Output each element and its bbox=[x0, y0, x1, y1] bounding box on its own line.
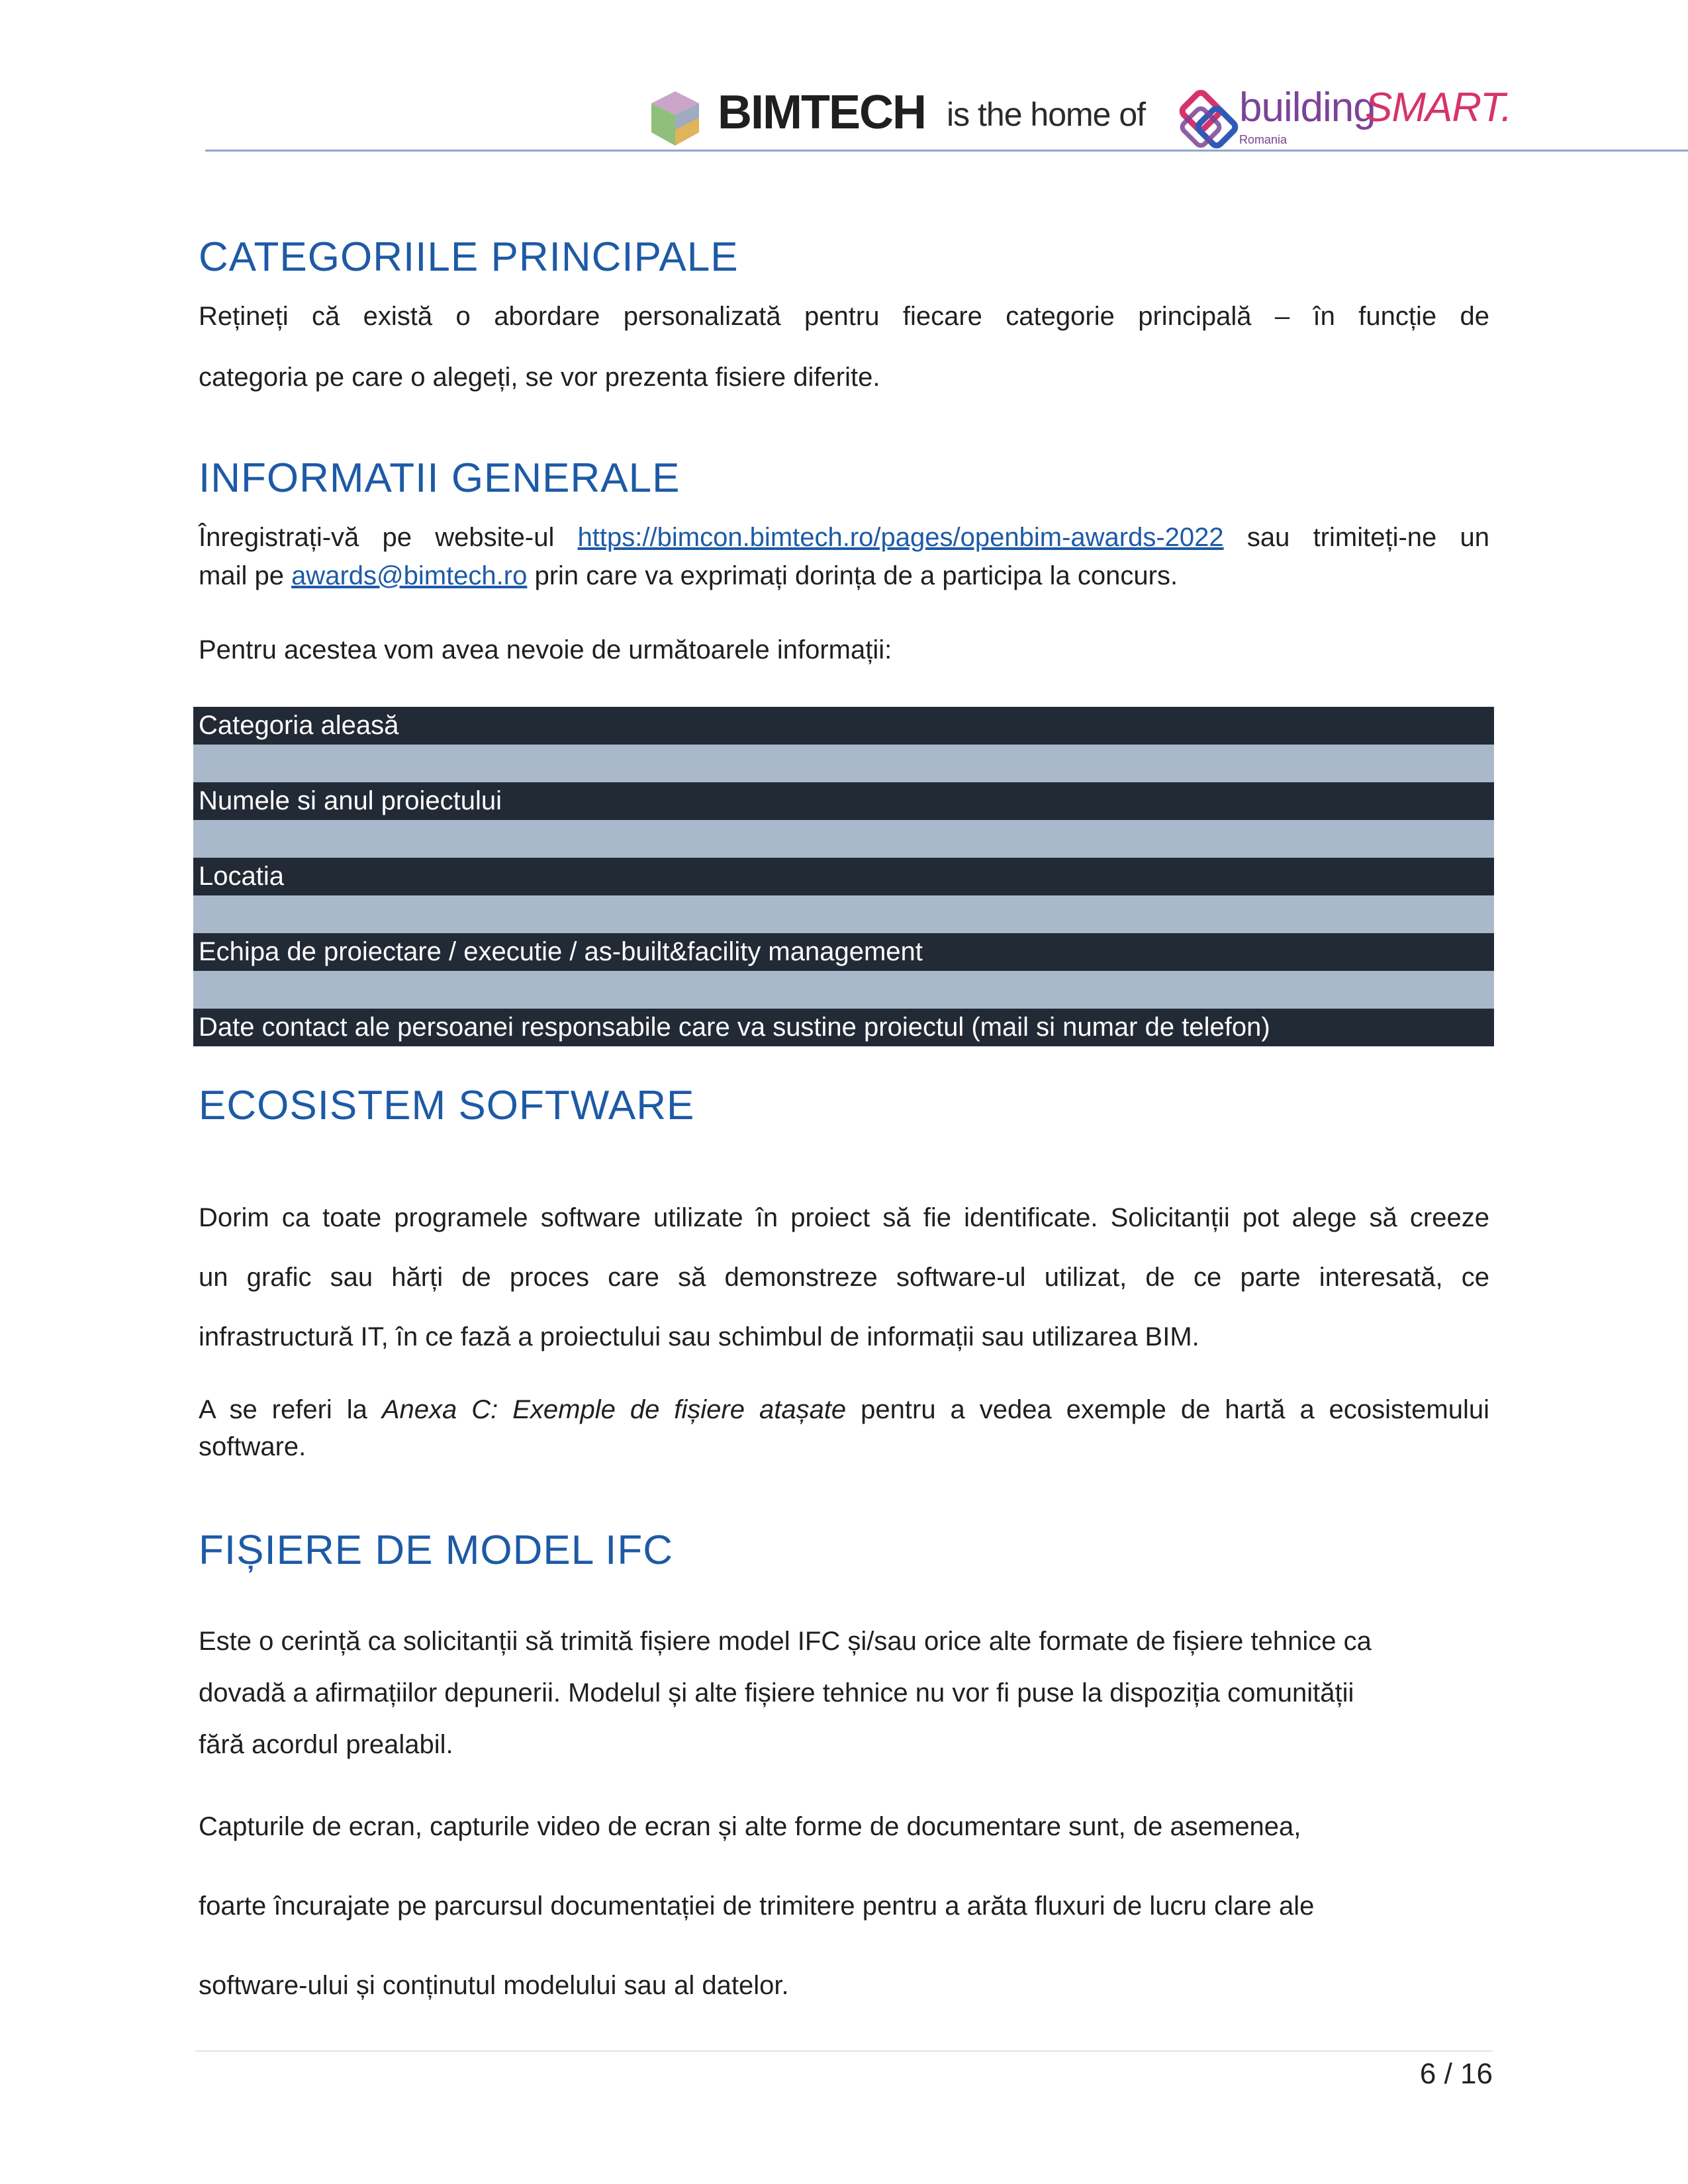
header-divider bbox=[205, 150, 1688, 152]
footer-divider bbox=[195, 2050, 1493, 2052]
heading-ifc: FIȘIERE DE MODEL IFC bbox=[199, 1527, 674, 1573]
buildingsmart-building-text: building bbox=[1239, 85, 1376, 130]
informatii-line-2-pre: mail pe bbox=[199, 561, 292, 590]
heading-ecosistem: ECOSISTEM SOFTWARE bbox=[199, 1083, 695, 1128]
heading-informatii: INFORMATII GENERALE bbox=[199, 455, 680, 501]
categorii-line-1: Rețineți că există o abordare personalizată pentru fiecare categorie principală – în funcție de bbox=[199, 302, 1489, 331]
table-row: Echipa de proiectare / executie / as-built&facility management bbox=[193, 933, 1494, 971]
buildingsmart-romania-text: Romania bbox=[1239, 133, 1288, 146]
informatii-line-3: Pentru acestea vom avea nevoie de următoarele informații: bbox=[199, 635, 892, 664]
buildingsmart-logo-mark bbox=[1177, 87, 1241, 151]
table-row bbox=[193, 820, 1494, 858]
ecosistem-line-2: un grafic sau hărți de proces care să demonstreze software-ul utilizat, de ce parte interesată, ce bbox=[199, 1263, 1489, 1292]
annex-reference: Anexa C: Exemple de fișiere atașate bbox=[381, 1395, 847, 1424]
ecosistem-line-4-pre: A se referi la bbox=[199, 1395, 382, 1424]
ifc-line-4: Capturile de ecran, capturile video de ecran și alte forme de documentare sunt, de asemenea, bbox=[199, 1812, 1301, 1841]
ifc-line-6: software-ului și conținutul modelului sau al datelor. bbox=[199, 1971, 789, 2000]
table-row bbox=[193, 745, 1494, 782]
ifc-line-3: fără acordul prealabil. bbox=[199, 1730, 453, 1759]
buildingsmart-smart-text: SMART. bbox=[1365, 85, 1512, 130]
bimtech-logo-text: BIMTECH bbox=[718, 86, 925, 139]
ifc-line-1: Este o cerință ca solicitanții să trimită fișiere model IFC și/sau orice alte formate de fișiere tehnice ca bbox=[199, 1627, 1372, 1656]
categorii-line-2: categoria pe care o alegeți, se vor prezenta fisiere diferite. bbox=[199, 363, 880, 392]
page-header bbox=[0, 0, 1688, 154]
table-row bbox=[193, 895, 1494, 933]
ecosistem-line-4-post: pentru a vedea exemple de hartă a ecosistemului bbox=[846, 1395, 1490, 1424]
ecosistem-line-5: software. bbox=[199, 1432, 306, 1461]
table-row: Numele si anul proiectului bbox=[193, 782, 1494, 820]
ifc-line-2: dovadă a afirmațiilor depunerii. Modelul și alte fișiere tehnice nu vor fi puse la dispoziția comunității bbox=[199, 1678, 1354, 1707]
informatii-line-2-post: prin care va exprimați dorința de a participa la concurs. bbox=[527, 561, 1178, 590]
ecosistem-line-3: infrastructură IT, în ce fază a proiectului sau schimbul de informații sau utilizarea BIM. bbox=[199, 1322, 1199, 1351]
website-link[interactable]: https://bimcon.bimtech.ro/pages/openbim-awards-2022 bbox=[577, 523, 1224, 552]
informatii-line-2 bbox=[199, 563, 1489, 589]
ecosistem-line-4 bbox=[199, 1396, 1489, 1423]
table-row: Locatia bbox=[193, 858, 1494, 895]
heading-categorii: CATEGORIILE PRINCIPALE bbox=[199, 234, 739, 280]
info-table bbox=[193, 707, 1494, 1046]
home-of-text: is the home of bbox=[947, 96, 1146, 133]
bimtech-cube-logo bbox=[649, 90, 702, 147]
table-row: Categoria aleasă bbox=[193, 707, 1494, 745]
page-number: 6 / 16 bbox=[1419, 2058, 1493, 2090]
email-link[interactable]: awards@bimtech.ro bbox=[291, 561, 528, 590]
table-row: Date contact ale persoanei responsabile care va sustine proiectul (mail si numar de telefon) bbox=[193, 1009, 1494, 1046]
ecosistem-line-1: Dorim ca toate programele software utilizate în proiect să fie identificate. Solicitanții pot alege să creeze bbox=[199, 1203, 1489, 1232]
ifc-line-5: foarte încurajate pe parcursul documentației de trimitere pentru a arăta fluxuri de lucru clare ale bbox=[199, 1891, 1315, 1921]
table-row bbox=[193, 971, 1494, 1009]
informatii-line-1 bbox=[199, 524, 1489, 551]
informatii-line-1-post: sau trimiteți-ne un bbox=[1223, 523, 1490, 552]
informatii-line-1-pre: Înregistrați-vă pe website-ul bbox=[199, 523, 578, 552]
